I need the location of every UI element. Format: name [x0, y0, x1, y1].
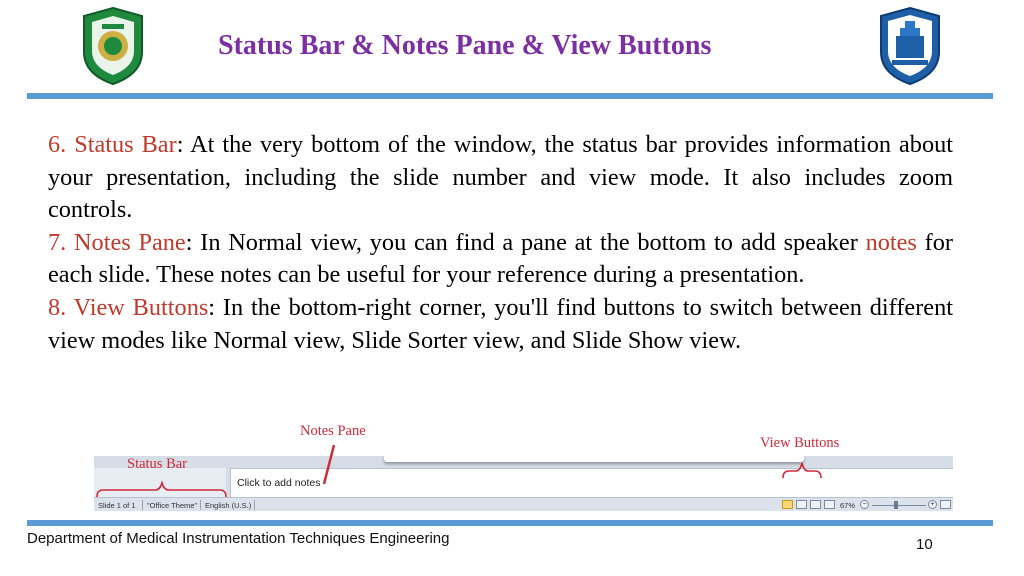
term-notes-pane: 7. Notes Pane [48, 228, 186, 256]
university-logo-right [877, 6, 943, 86]
zoom-slider-track[interactable] [872, 505, 926, 506]
slide-edge [384, 456, 804, 462]
reading-view-button[interactable] [810, 500, 821, 509]
paragraph-view-buttons [48, 292, 953, 357]
paragraph-text: for each slide. These notes can be useful for your reference during a presentation. [48, 228, 953, 289]
university-logo-left [80, 6, 146, 86]
paragraph-text: : In Normal view, you can find a pane at the bottom to add speaker [185, 228, 866, 256]
paragraph-text: : In the bottom-right corner, you'll find buttons to switch between different view modes like Normal view, Slide Sorter view, and Slide Show view. [48, 293, 953, 354]
notes-pane[interactable] [230, 468, 953, 497]
slide-show-view-button[interactable] [824, 500, 835, 509]
paragraph-notes-pane [48, 227, 953, 292]
zoom-slider-thumb[interactable] [894, 501, 898, 509]
paragraph-number: 6. [48, 131, 67, 158]
status-theme[interactable]: "Office Theme" [147, 501, 198, 510]
slide-sorter-view-button[interactable] [796, 500, 807, 509]
zoom-level[interactable]: 67% [840, 501, 856, 510]
top-divider [27, 93, 993, 99]
status-separator [200, 500, 201, 510]
status-bar [94, 497, 953, 511]
fit-to-window-button[interactable] [940, 500, 951, 509]
paragraph-status-bar [48, 129, 953, 227]
status-separator [142, 500, 143, 510]
page-number: 10 [916, 536, 933, 553]
paragraph-text: : At the very bottom of the window, the status bar provides information about your presentation, including the slide number and view mode. It also includes zoom controls. [48, 131, 953, 224]
status-separator [254, 500, 255, 510]
status-slide-number[interactable]: Slide 1 of 1 [98, 501, 136, 510]
term-notes: notes [865, 228, 917, 256]
notes-placeholder: Click to add notes [237, 477, 321, 489]
annotation-view-buttons: View Buttons [760, 435, 840, 451]
normal-view-button[interactable] [782, 500, 793, 509]
status-language[interactable]: English (U.S.) [205, 501, 252, 510]
term-view-buttons: 8. View Buttons [48, 293, 209, 321]
powerpoint-screenshot [94, 456, 953, 511]
bottom-divider [27, 520, 993, 526]
annotation-notes-pane: Notes Pane [300, 423, 366, 439]
slide-title: Status Bar & Notes Pane & View Buttons [218, 30, 712, 61]
footer-department: Department of Medical Instrumentation Techniques Engineering [27, 530, 450, 547]
slide-body [48, 129, 953, 357]
annotation-status-bar: Status Bar [127, 456, 188, 472]
term-status-bar: Status Bar [74, 131, 177, 158]
zoom-out-button[interactable]: − [860, 500, 869, 509]
zoom-in-button[interactable]: + [928, 500, 937, 509]
